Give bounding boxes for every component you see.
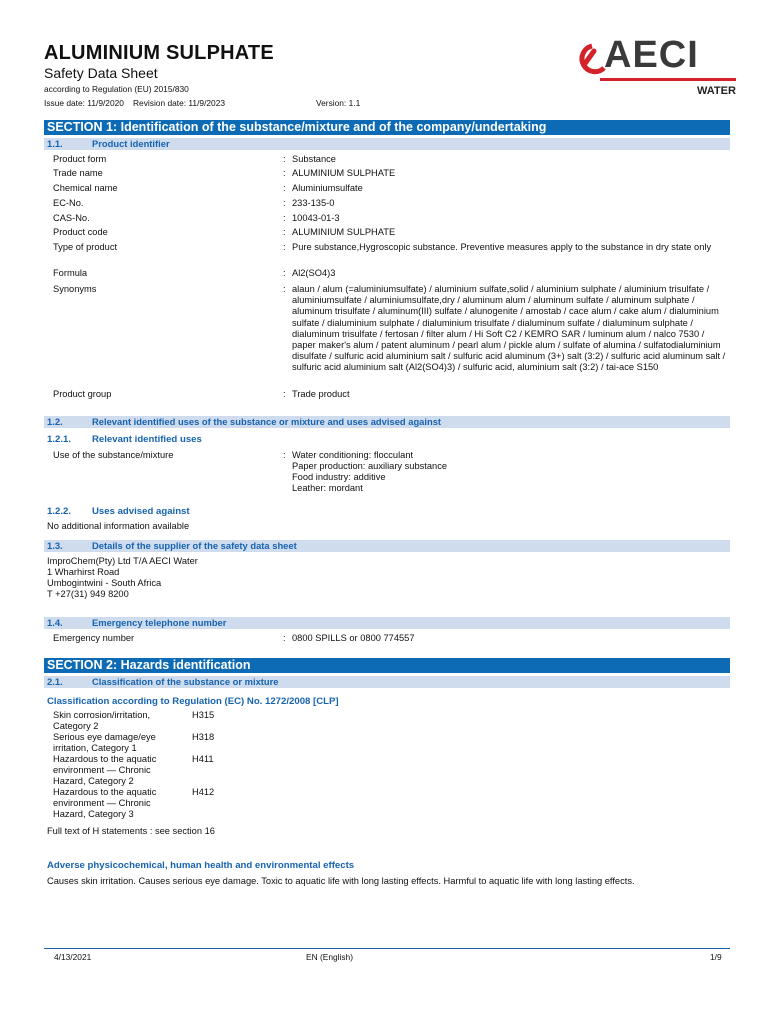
row-label: Product code	[53, 227, 108, 237]
row-colon: :	[283, 633, 286, 643]
row-label: Synonyms	[53, 284, 97, 294]
adverse-effects-text: Causes skin irritation. Causes serious eye damage. Toxic to aquatic life with long lasting effects. Harmful to aquatic life with long lasting effects.	[47, 876, 635, 886]
subsection-2-1-header: 2.1. Classification of the substance or mixture	[44, 676, 730, 688]
subsection-1-1-header: 1.1. Product identifier	[44, 138, 730, 150]
row-value: Al2(SO4)3	[292, 268, 336, 278]
row-colon: :	[283, 213, 286, 223]
emergency-number: 0800 SPILLS or 0800 774557	[292, 633, 415, 643]
row-colon: :	[283, 227, 286, 237]
hazard-class: Serious eye damage/eye irritation, Category 1	[53, 732, 156, 754]
row-colon: :	[283, 284, 286, 294]
footer-language: EN (English)	[306, 952, 354, 962]
section-1-header: SECTION 1: Identification of the substance/mixture and of the company/undertaking	[44, 120, 730, 135]
supplier-line: ImproChem(Pty) Ltd T/A AECI Water	[47, 556, 198, 566]
hazard-class: Skin corrosion/irritation, Category 2	[53, 710, 151, 732]
row-value: Substance	[292, 154, 336, 164]
row-colon: :	[283, 168, 286, 178]
document-title: ALUMINIUM SULPHATE	[44, 42, 274, 64]
row-colon: :	[283, 183, 286, 193]
row-value: 233-135-0	[292, 198, 335, 208]
use-label: Use of the substance/mixture	[53, 450, 174, 460]
row-label: Chemical name	[53, 183, 118, 193]
hazard-class: Hazardous to the aquatic environment — Chronic Hazard, Category 3	[53, 787, 157, 820]
revision-date: Revision date: 11/9/2023	[133, 98, 226, 108]
row-colon: :	[283, 268, 286, 278]
footer-page-number: 1/9	[710, 952, 722, 962]
regulation-text: according to Regulation (EU) 2015/830	[44, 84, 189, 94]
footer-rule	[44, 948, 730, 949]
row-label: Trade name	[53, 168, 103, 178]
section-2-header: SECTION 2: Hazards identification	[44, 658, 730, 673]
row-value: 10043-01-3	[292, 213, 340, 223]
hazard-class: Hazardous to the aquatic environment — Chronic Hazard, Category 2	[53, 754, 157, 787]
hazard-code: H318	[192, 732, 215, 742]
row-colon: :	[283, 450, 286, 460]
supplier-line: 1 Wharhirst Road	[47, 567, 120, 577]
no-info-text: No additional information available	[47, 521, 190, 531]
row-colon: :	[283, 242, 286, 252]
clp-heading: Classification according to Regulation (EC) No. 1272/2008 [CLP]	[47, 696, 339, 707]
row-label: CAS-No.	[53, 213, 90, 223]
row-value: Trade product	[292, 389, 350, 399]
row-colon: :	[283, 198, 286, 208]
logo-text: AECI	[604, 34, 699, 76]
supplier-line: Umbogintwini - South Africa	[47, 578, 162, 588]
row-value: ALUMINIUM SULPHATE	[292, 168, 396, 178]
row-label: Product form	[53, 154, 107, 164]
row-value: Pure substance,Hygroscopic substance. Preventive measures apply to the substance in dry state only	[292, 242, 712, 252]
row-label: Product group	[53, 389, 112, 399]
version: Version: 1.1	[316, 98, 361, 108]
row-value: ALUMINIUM SULPHATE	[292, 227, 396, 237]
adverse-effects-heading: Adverse physicochemical, human health and environmental effects	[47, 860, 355, 871]
emergency-label: Emergency number	[53, 633, 135, 643]
hazard-code: H315	[192, 710, 215, 720]
use-item: Leather: mordant	[292, 483, 363, 493]
synonyms-value: alaun / alum (=aluminiumsulfate) / aluminium sulfate,solid / aluminium sulphate / aluminium trisulfate / aluminiumsulfate / aluminiumsulfate,dry / aluminum alum / aluminum sulfate / aluminum sulphate / aluminum trisulfate / aluminum(III) sulfate / alunogenite / amostab / cace alum / cake alum / dialuminium sulfate / dialuminium sulphate / dialuminium trisulfate / dialuminum sulfate / dialuminum sulphate / dialuminum trisulfate / fertosan / filter alum / Hi Soft C2 / KEMRO SAR / luminum alum / nalco 7530 / paper maker's alum / patent aluminum / pearl alum / pickle alum / sulfate of alumina / sulfatodialuminium disulfate / sulfuric acid aluminium salt / sulfuric acid aluminum (3+) salt (3:2) / sulfuric acid aluminum salt / sulfuric acid aluminium salt (Al2(SO4)3) / sulfuric acid, aluminium salt (3:2) / tai-ace S150	[292, 284, 726, 373]
footer-date: 4/13/2021	[54, 952, 92, 962]
hazard-code: H411	[192, 754, 214, 764]
row-label: EC-No.	[53, 198, 84, 208]
hazard-code: H412	[192, 787, 215, 797]
row-colon: :	[283, 389, 286, 399]
subsection-1-3-header: 1.3. Details of the supplier of the safety data sheet	[44, 540, 730, 552]
row-colon: :	[283, 154, 286, 164]
document-subtitle: Safety Data Sheet	[44, 65, 158, 81]
row-label: Type of product	[53, 242, 118, 252]
use-item: Paper production: auxiliary substance	[292, 461, 448, 471]
use-item: Water conditioning: flocculant	[292, 450, 414, 460]
issue-date: Issue date: 11/9/2020	[44, 98, 124, 108]
row-value: Aluminiumsulfate	[292, 183, 363, 193]
row-label: Formula	[53, 268, 88, 278]
use-item: Food industry: additive	[292, 472, 386, 482]
full-text-note: Full text of H statements : see section 16	[47, 826, 215, 836]
supplier-phone: T +27(31) 949 8200	[47, 589, 129, 599]
logo-subtext: WATER	[697, 85, 736, 97]
aeci-water-logo	[570, 34, 738, 100]
subsection-1-2-header: 1.2. Relevant identified uses of the substance or mixture and uses advised against	[44, 416, 730, 428]
subsection-1-4-header: 1.4. Emergency telephone number	[44, 617, 730, 629]
